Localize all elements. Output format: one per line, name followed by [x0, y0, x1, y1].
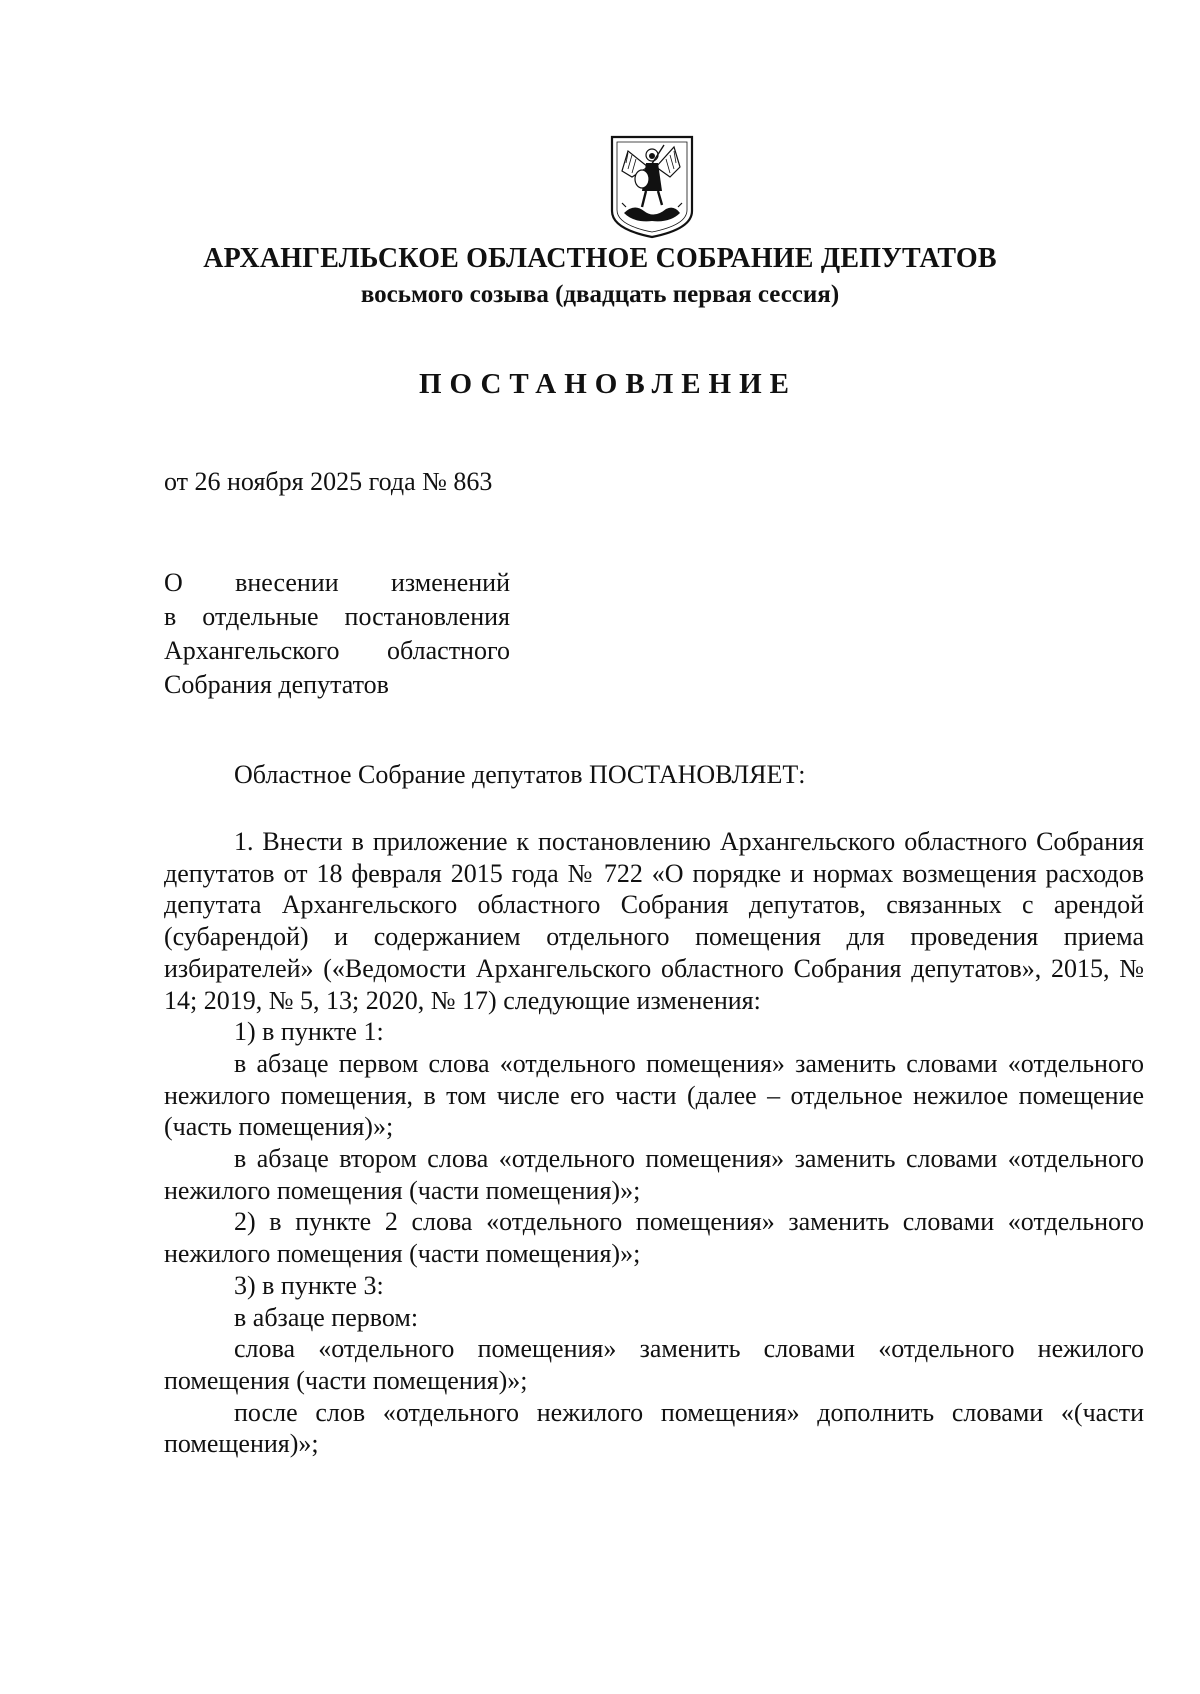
- subject-line: О внесении изменений: [164, 568, 510, 597]
- subject-line: Собрания депутатов: [164, 670, 389, 699]
- coat-of-arms-emblem: [608, 133, 696, 241]
- document-subject: [164, 566, 510, 702]
- body-paragraph: в абзаце первом слова «отдельного помещения» заменить словами «отдельного нежилого помещения, в том числе его части (далее – отдельное нежилое помещение (часть помещения)»;: [164, 1048, 1144, 1142]
- convocation-subtitle: восьмого созыва (двадцать первая сессия): [360, 281, 840, 308]
- document-type-title: ПОСТАНОВЛЕНИЕ: [418, 368, 797, 400]
- document-date-number: от 26 ноября 2025 года № 863: [164, 467, 493, 496]
- body-paragraph: в абзаце втором слова «отдельного помещения» заменить словами «отдельного нежилого помещения (части помещения)»;: [164, 1144, 1144, 1205]
- subject-line: Архангельского областного: [164, 636, 510, 665]
- subject-line: в отдельные постановления: [164, 602, 510, 631]
- body-paragraph: в абзаце первом:: [234, 1302, 419, 1332]
- decree-statement: Областное Собрание депутатов ПОСТАНОВЛЯЕТ:: [234, 760, 806, 789]
- body-paragraph: после слов «отдельного нежилого помещения» дополнить словами «(части помещения)»;: [164, 1397, 1144, 1459]
- body-paragraph: слова «отдельного помещения» заменить словами «отдельного нежилого помещения (части помещения)»;: [164, 1334, 1144, 1395]
- body-paragraph: 1) в пункте 1:: [234, 1017, 384, 1047]
- body-paragraph: 2) в пункте 2 слова «отдельного помещения» заменить словами «отдельного нежилого помещения (части помещения)»;: [164, 1207, 1144, 1269]
- body-paragraph: 3) в пункте 3:: [234, 1270, 384, 1300]
- document-body: [164, 826, 1144, 1460]
- organization-name: АРХАНГЕЛЬСКОЕ ОБЛАСТНОЕ СОБРАНИЕ ДЕПУТАТОВ: [203, 243, 997, 274]
- body-paragraph: 1. Внести в приложение к постановлению Архангельского областного Собрания депутатов от 18 февраля 2015 года № 722 «О порядке и нормах возмещения расходов депутата Архангельского областного Собрания депутатов, связанных с арендой (субарендой) и содержанием отдельного помещения для проведения приема избирателей» («Ведомости Архангельского областного Собрания депутатов», 2015, № 14; 2019, № 5, 13; 2020, № 17) следующие изменения:: [164, 827, 1144, 1015]
